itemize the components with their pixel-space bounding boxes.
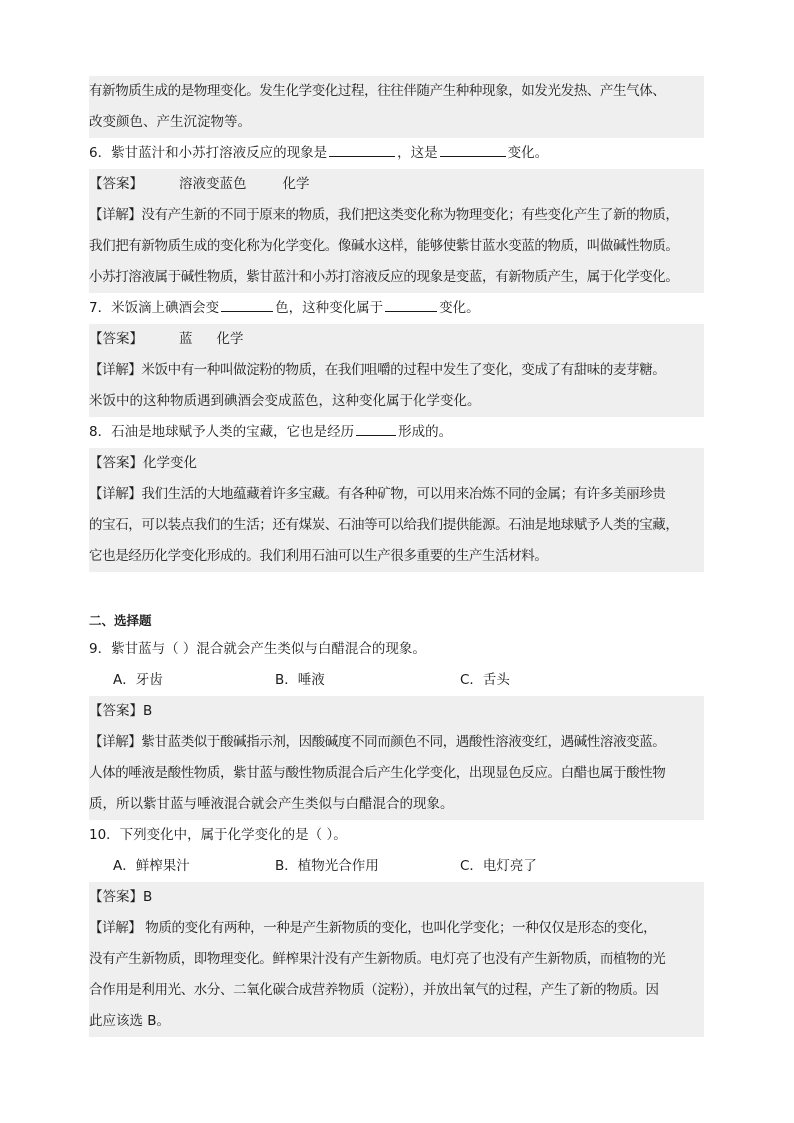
- q7-answer-1: 蓝: [179, 331, 193, 347]
- q9-answer: [89, 696, 704, 727]
- q6-blank-2: [440, 139, 506, 157]
- q6-answer-2: 化学: [282, 176, 310, 192]
- q6-answer-1: 溶液变蓝色: [179, 176, 247, 192]
- q8-suffix: 形成的。: [398, 424, 453, 440]
- q9-detail-line-1: 【详解】紫甘蓝类似于酸碱指示剂，因酸碱度不同而颜色不同，遇酸性溶液变红，遇碱性溶液变蓝。: [89, 727, 704, 758]
- q8-blank: [356, 418, 396, 436]
- detail-label: 【详解】: [89, 920, 142, 936]
- q6-blank-1: [329, 139, 395, 157]
- q6-middle: ，这是: [397, 145, 438, 161]
- q9-option-a: A．牙齿: [113, 672, 163, 688]
- detail-label: 【详解】: [89, 734, 142, 750]
- q6-detail-line-1: 【详解】没有产生新的不同于原来的物质，我们把这类变化称为物理变化；有些变化产生了新的物质，: [89, 200, 704, 231]
- q8-detail-line-1: 【详解】我们生活的大地蕴藏着许多宝藏。有各种矿物，可以用来冶炼不同的金属；有许多美丽珍贵: [89, 479, 704, 510]
- q9-option-c: C．舌头: [460, 672, 510, 688]
- q9-options: [89, 665, 704, 696]
- q6-prefix: 6．紫甘蓝汁和小苏打溶液反应的现象是: [89, 145, 328, 161]
- q10-option-a: A．鲜榨果汁: [113, 858, 190, 874]
- q8-answer-text: 化学变化: [143, 455, 197, 471]
- q6-suffix: 变化。: [507, 145, 549, 161]
- intro-line-1: 有新物质生成的是物理变化。发生化学变化过程，往往伴随产生种种现象，如发光发热、产生气体、: [89, 76, 704, 107]
- answer-label: 【答案】: [89, 331, 143, 347]
- question-9: 9．紫甘蓝与（ ）混合就会产生类似与白醋混合的现象。: [89, 641, 426, 657]
- q10-detail-line-1: 【详解】 物质的变化有两种，一种是产生新物质的变化，也叫化学变化；一种仅仅是形态的变化，: [89, 913, 704, 944]
- q8-answer: [89, 448, 704, 479]
- q6-detail-line-2: 我们把有新物质生成的变化称为化学变化。像碱水这样，能够使紫甘蓝水变蓝的物质，叫做碱性物质。: [89, 231, 704, 262]
- q7-middle: 色，这种变化属于: [275, 300, 384, 316]
- q9-option-b: B．唾液: [275, 672, 325, 688]
- detail-label: 【详解】: [89, 207, 142, 223]
- question-6: [89, 138, 704, 169]
- q9-detail-line-2: 人体的唾液是酸性物质，紫甘蓝与酸性物质混合后产生化学变化，出现显色反应。白醋也属于酸性物: [89, 758, 704, 789]
- q7-detail-line-1: 【详解】米饭中有一种叫做淀粉的物质，在我们咀嚼的过程中发生了变化，变成了有甜味的麦芽糖。: [89, 355, 704, 386]
- q9-detail-line-3: 质，所以紫甘蓝与唾液混合就会产生类似与白醋混合的现象。: [89, 789, 704, 820]
- q10-option-c: C．电灯亮了: [460, 858, 537, 874]
- answer-label: 【答案】: [89, 176, 143, 192]
- q8-prefix: 8．石油是地球赋予人类的宝藏，它也是经历: [89, 424, 355, 440]
- q7-answer-2: 化学: [216, 331, 244, 347]
- answer-label: 【答案】: [89, 703, 143, 719]
- q10-detail-line-4: 此应该选 B。: [89, 1006, 704, 1037]
- section-title: 二、选择题: [89, 613, 152, 628]
- q10-answer-text: B: [143, 889, 153, 905]
- q8-detail-line-2: 的宝石，可以装点我们的生活；还有煤炭、石油等可以给我们提供能源。石油是地球赋予人类的宝藏，: [89, 510, 704, 541]
- detail-label: 【详解】: [89, 362, 142, 378]
- q7-answer: [89, 324, 704, 355]
- q7-prefix: 7．米饭滴上碘酒会变: [89, 300, 220, 316]
- document-page: [89, 76, 704, 1037]
- q10-detail-line-3: 合作用是利用光、水分、二氧化碳合成营养物质（淀粉），并放出氧气的过程，产生了新的物质。因: [89, 975, 704, 1006]
- q7-suffix: 变化。: [439, 300, 480, 316]
- q7-blank-2: [385, 294, 437, 312]
- intro-line-2: 改变颜色、产生沉淀物等。: [89, 107, 704, 138]
- q7-detail-line-2: 米饭中的这种物质遇到碘酒会变成蓝色，这种变化属于化学变化。: [89, 386, 704, 417]
- detail-label: 【详解】: [89, 486, 142, 502]
- q7-blank-1: [221, 294, 273, 312]
- question-8: [89, 417, 704, 448]
- question-7: [89, 293, 704, 324]
- q8-detail-line-3: 它也是经历化学变化形成的。我们利用石油可以生产很多重要的生产生活材料。: [89, 541, 704, 572]
- q10-option-b: B．植物光合作用: [275, 858, 379, 874]
- q6-detail-line-3: 小苏打溶液属于碱性物质，紫甘蓝汁和小苏打溶液反应的现象是变蓝，有新物质产生，属于化学变化。: [89, 262, 704, 293]
- q10-answer: [89, 882, 704, 913]
- q9-answer-text: B: [143, 703, 153, 719]
- question-10: 10．下列变化中，属于化学变化的是（ ）。: [89, 827, 347, 843]
- answer-label: 【答案】: [89, 889, 143, 905]
- q10-detail-line-2: 没有产生新物质，即物理变化。鲜榨果汁没有产生新物质。电灯亮了也没有产生新物质，而植物的光: [89, 944, 704, 975]
- q6-answer: [89, 169, 704, 200]
- q10-options: [89, 851, 704, 882]
- answer-label: 【答案】: [89, 455, 143, 471]
